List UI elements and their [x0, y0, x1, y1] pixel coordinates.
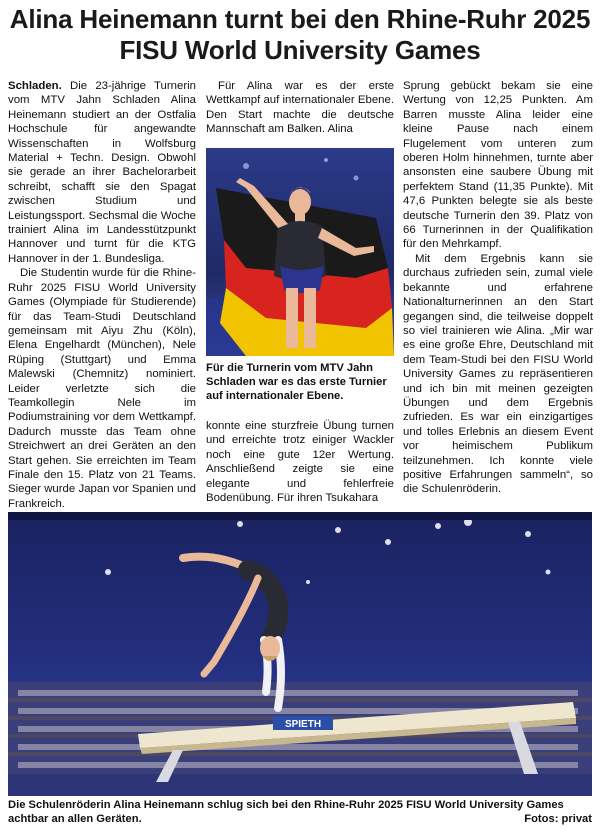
- article-column-2-continued: [206, 419, 394, 505]
- paragraph-text: Die 23-jährige Turnerin vom MTV Jahn Schladen Alina Heinemann studiert an der Ostfalia Hochschule für angewandte Wissenschaften in Wolfsburg Material + Techn. Design. Obwohl sie gerade an ihrer Bachelorarbeit schreibt, schafft sie den Spagat zwischen Studium und Leistungssport. Sechsmal die Woche trainiert Alina im Landesstützpunkt Hannover und turnt für die KTG Hannover in der 1. Bundesliga.: [8, 80, 196, 265]
- paragraph: Mit dem Ergebnis kann sie durchaus zufrieden sein, zumal viele bekannte und erfahrene Nationalturnerinnen an den Start gegangen sind, die teilweise doppelt so viel trainieren wie Alina. „Mir war es eine große Ehre, Deutschland mit dem Team-Studi bei den FISU World University Games zu repräsentieren und ich bin mit meinen gezeigten Übungen und dem Ergebnis zufrieden. Es war ein einzigartiges und tolles Erlebnis an diesem Event vor heimischem Publikum teilzunehmen. Ich konnte viele positive Erfahrungen sammeln“, so die Schulenröderin.: [403, 252, 593, 496]
- paragraph: Sprung gebückt bekam sie eine Wertung von 12,25 Punkten. Am Barren musste Alina leider eine kleine Pause nach einem Flugelement vom unteren zum oberen Holm hinnehmen, turnte aber ansonsten eine saubere Übung mit perfektem Stand (11,35 Punkte). Mit 47,6 Punkten belegte sie als beste deutsche Turnerin den 39. Platz von 66 Turnerinnen in der Qualifikation für den Mehrkampf.: [403, 80, 593, 251]
- article-column-2: [206, 79, 394, 137]
- paragraph: Für Alina war es der erste Wettkampf auf internationaler Ebene. Den Start machte die deutsche Mannschaft am Balken. Alina: [206, 80, 394, 136]
- article-column-1: [8, 79, 196, 511]
- gymnast-flag-photo: [206, 148, 394, 356]
- dateline: Schladen.: [8, 80, 62, 92]
- headline: Alina Heinemann turnt bei den Rhine-Ruhr 2025 FISU World University Games: [9, 4, 591, 65]
- paragraph: [8, 79, 196, 266]
- photo-credit: Fotos: privat: [524, 813, 592, 825]
- photo-caption-2: Die Schulenröderin Alina Heinemann schlug sich bei den Rhine-Ruhr 2025 FISU World University Games achtbar an allen Geräten.: [8, 799, 564, 825]
- paragraph: Die Studentin wurde für die Rhine-Ruhr 2025 FISU World University Games (Olympiade für Studierende) für das Team-Studi Deutschland gemeinsam mit Aiyu Zhu (Köln), Elena Engelhardt (München), Nele Rüping (Stuttgart) und Emma Malewski (Chemnitz) nominiert. Leider verletzte sich die Teamkollegin Nele im Podiumstraining vor dem Wettkampf. Dadurch musste das Team ohne Streichwert an drei Geräten an den Start gehen. Sie erreichten im Team Finale den 15. Platz von 21 Teams. Sieger wurde Japan vor Spanien und Frankreich.: [8, 267, 196, 510]
- photo-caption-1: Für die Turnerin vom MTV Jahn Schladen war es das erste Turnier auf internationaler Ebene.: [206, 362, 387, 402]
- article-column-3: [403, 79, 593, 497]
- balance-beam-photo: [8, 512, 592, 796]
- beam-brand-label: SPIETH: [284, 719, 322, 730]
- paragraph: konnte eine sturzfreie Übung turnen und erreichte trotz einiger Wackler noch eine gute 12er Wertung. Anschließend zeigte sie eine elegante und fehlerfreie Bodenübung. Für ihren Tsukahara: [206, 420, 394, 505]
